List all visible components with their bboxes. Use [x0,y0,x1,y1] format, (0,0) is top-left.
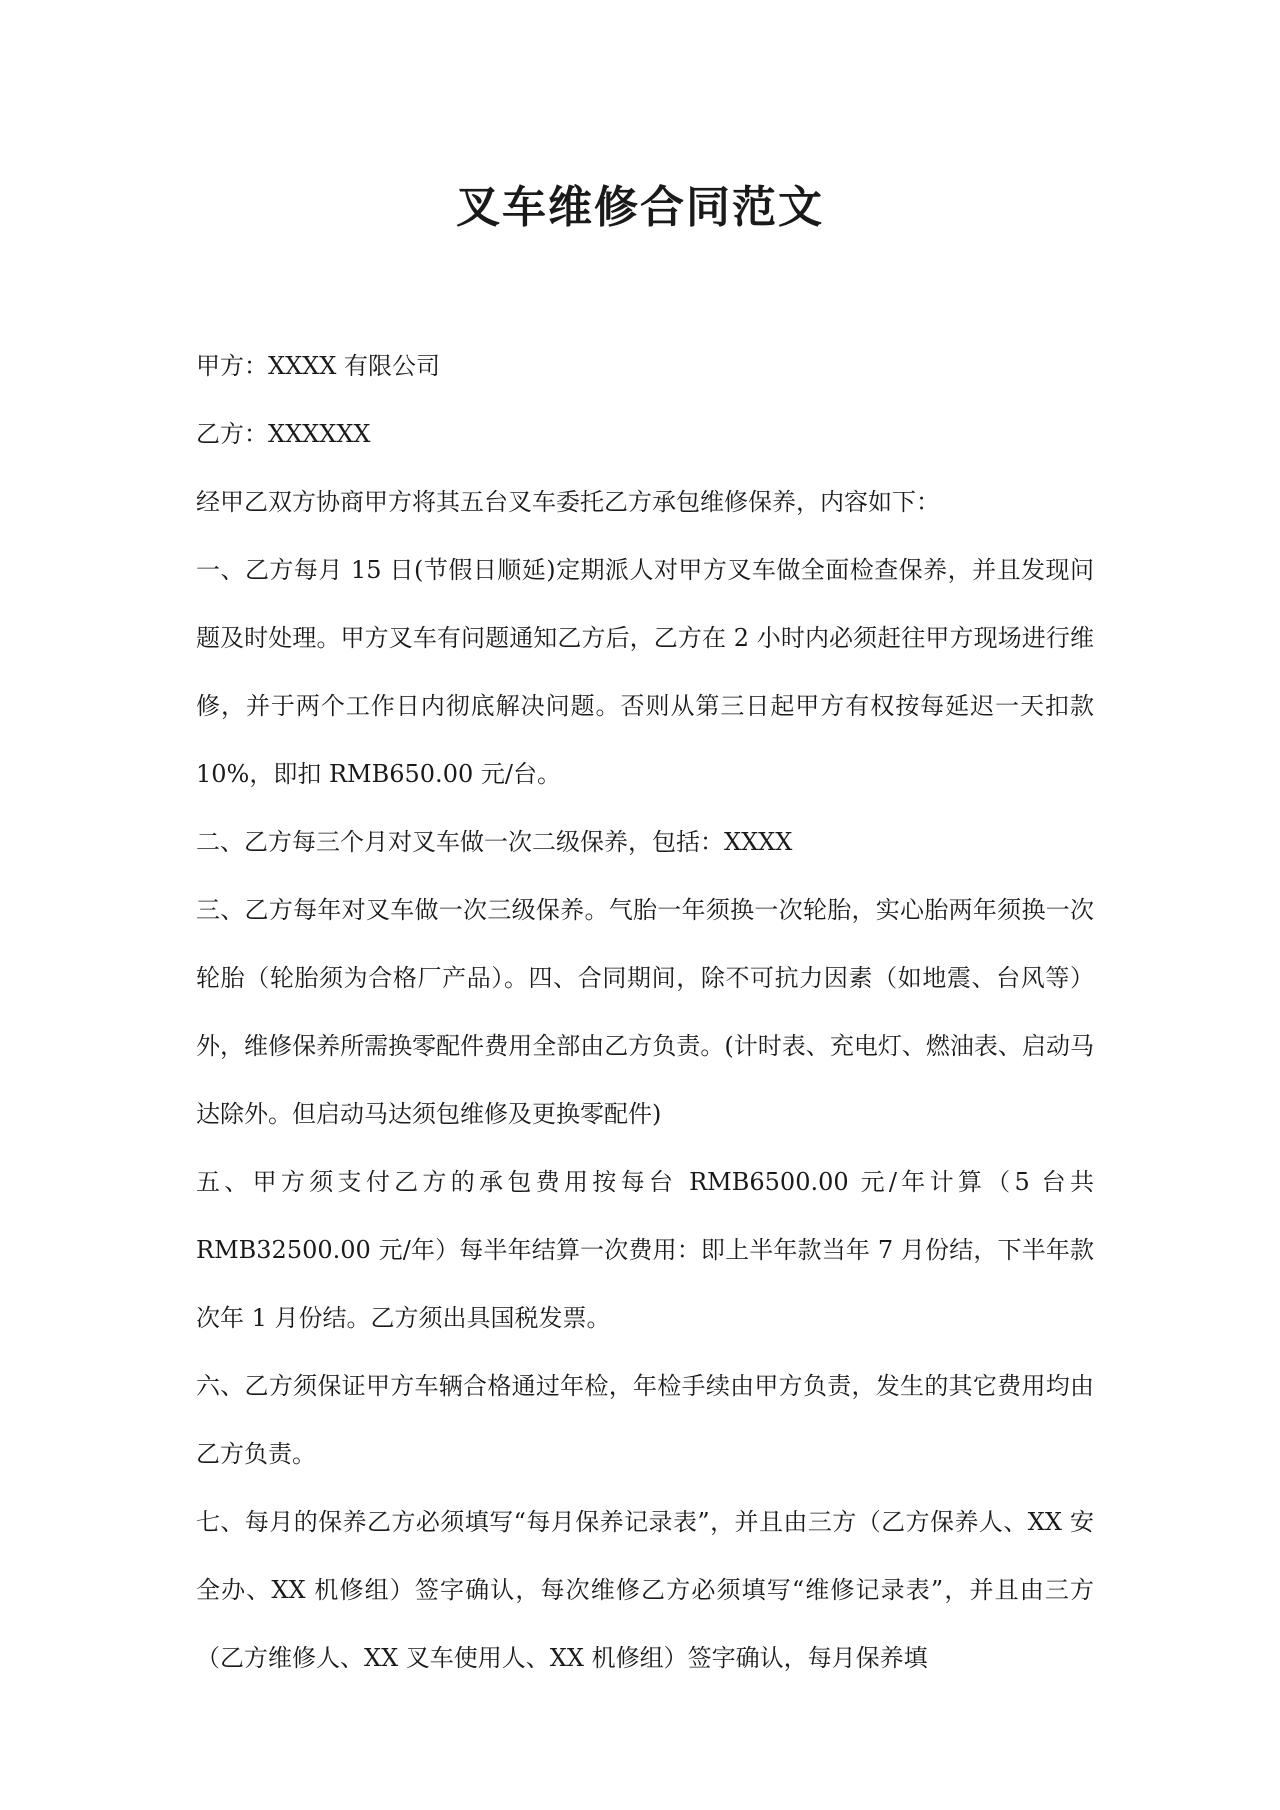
party-a-line: 甲方：XXXX 有限公司 [196,352,440,380]
clause-7: 七、每月的保养乙方必须填写“每月保养记录表”，并且由三方（乙方保养人、XX 安全办、XX 机修组）签字确认，每次维修乙方必须填写“维修记录表”，并且由三方（乙方维修人、XX 叉车使用人、XX 机修组）签字确认，每月保养填 [196,1508,1094,1672]
document-title: 叉车维修合同范文 [456,182,824,233]
clause-2: 二、乙方每三个月对叉车做一次二级保养，包括：XXXX [196,828,793,856]
intro-paragraph: 经甲乙双方协商甲方将其五台叉车委托乙方承包维修保养，内容如下： [196,488,940,516]
clause-3-4: 三、乙方每年对叉车做一次三级保养。气胎一年须换一次轮胎，实心胎两年须换一次轮胎（轮胎须为合格厂产品）。四、合同期间，除不可抗力因素（如地震、台风等）外，维修保养所需换零配件费用全部由乙方负责。(计时表、充电灯、燃油表、启动马达除外。但启动马达须包维修及更换零配件) [196,896,1094,1128]
document-body [196,332,1094,1692]
party-b-line: 乙方：XXXXXX [196,420,371,448]
clause-5: 五、甲方须支付乙方的承包费用按每台 RMB6500.00 元/年计算（5 台共 RMB32500.00 元/年）每半年结算一次费用：即上半年款当年 7 月份结，下半年款次年 1 月份结。乙方须出具国税发票。 [196,1168,1094,1332]
clause-1: 一、乙方每月 15 日(节假日顺延)定期派人对甲方叉车做全面检查保养，并且发现问题及时处理。甲方叉车有问题通知乙方后，乙方在 2 小时内必须赶往甲方现场进行维修，并于两个工作日内彻底解决问题。否则从第三日起甲方有权按每延迟一天扣款 10%，即扣 RMB650.00 元/台。 [196,556,1094,788]
clause-6: 六、乙方须保证甲方车辆合格通过年检，年检手续由甲方负责，发生的其它费用均由乙方负责。 [196,1372,1094,1468]
